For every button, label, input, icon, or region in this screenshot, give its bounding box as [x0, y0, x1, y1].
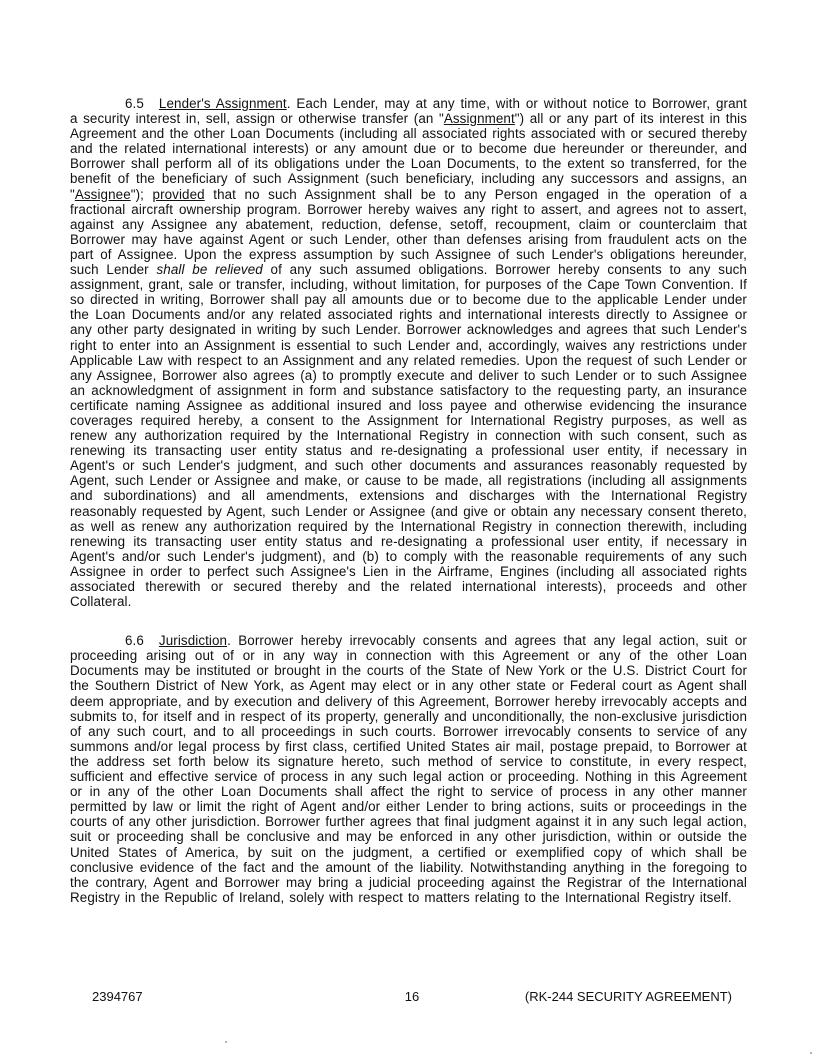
section-6-5-heading: Lender's Assignment	[158, 96, 287, 111]
section-6-5-body: . Each Lender, may at any time, with or without notice to Borrower, grant a security interest in, sell, assign or otherwise transfer (an "Assignment") all or any part of its interest in this Agreement and the other Loan Documents (including all associated rights associated with or secured thereby and the related international interests) or any amount due or to become due hereunder or thereunder, and Borrower shall perform all of its obligations under the Loan Documents, to the extent so transferred, for the benefit of the beneficiary of such Assignment (such beneficiary, including any successors and assigns, an "Assignee"); provided that no such Assignment shall be to any Person engaged in the operation of a fractional aircraft ownership program. Borrower hereby waives any right to assert, and agrees not to assert, against any Assignee any abatement, reduction, defense, setoff, recoupment, claim or counterclaim that Borrower may have against Agent or such Lender, other than defenses arising from fraudulent acts on the part of Assignee. Upon the express assumption by such Assignee of such Lender's obligations hereunder, such Lender shall be relieved of any such assumed obligations. Borrower hereby consents to any such assignment, grant, sale or transfer, including, without limitation, for purposes of the Cape Town Convention. If so directed in writing, Borrower shall pay all amounts due or to become due to the applicable Lender under the Loan Documents and/or any related associated rights and international interests directly to Assignee or any other party designated in writing by such Lender. Borrower acknowledges and agrees that such Lender's right to enter into an Assignment is essential to such Lender and, accordingly, waives any restrictions under Applicable Law with respect to an Assignment and any related remedies. Upon the request of such Lender or any Assignee, Borrower also agrees (a) to promptly execute and deliver to such Lender or to such Assignee an acknowledgment of assignment in form and substance satisfactory to the requesting party, an insurance certificate naming Assignee as additional insured and loss payee and otherwise evidencing the insurance coverages required hereby, a consent to the Assignment for International Registry purposes, as well as renew any authorization required by the International Registry in connection with such consent, such as renewing its transacting user entity status and re-designating a professional user entity, if necessary in Agent's or such Lender's judgment, and such other documents and assurances reasonably requested by Agent, such Lender or Assignee and make, or cause to be made, all registrations (including all assignments and subordinations) and all amendments, extensions and discharges with the International Registry reasonably requested by Agent, such Lender or Assignee (and give or obtain any necessary consent thereto, as well as renew any authorization required by the International Registry in connection therewith, including renewing its transacting user entity status and re-designating a professional user entity, if necessary in Agent's and/or such Lender's judgment), and (b) to comply with the reasonable requirements of any such Assignee in order to perfect such Assignee's Lien in the Airframe, Engines (including all associated rights associated therewith or secured thereby and the related international interests), proceeds and other Collateral.	[70, 96, 747, 610]
footer-document-label: (RK-244 SECURITY AGREEMENT)	[524, 989, 732, 1004]
document-text-block	[70, 96, 747, 905]
scan-artifact-dot	[810, 1052, 812, 1054]
section-6-6-body: . Borrower hereby irrevocably consents and agrees that any legal action, suit or proceeding arising out of or in any way in connection with this Agreement or any of the other Loan Documents may be instituted or brought in the courts of the State of New York or the U.S. District Court for the Southern District of New York, as Agent may elect or in any other state or Federal court as Agent shall deem appropriate, and by execution and delivery of this Agreement, Borrower hereby irrevocably accepts and submits to, for itself and in respect of its property, generally and unconditionally, the non-exclusive jurisdiction of any such court, and to all proceedings in such courts. Borrower irrevocably consents to service of any summons and/or legal process by first class, certified United States air mail, postage prepaid, to Borrower at the address set forth below its signature hereto, such method of service to constitute, in every respect, sufficient and effective service of process in any such legal action or proceeding. Nothing in this Agreement or in any of the other Loan Documents shall affect the right to service of process in any other manner permitted by law or limit the right of Agent and/or either Lender to bring actions, suits or proceedings in the courts of any other jurisdiction. Borrower further agrees that final judgment against it in any such legal action, suit or proceeding shall be conclusive and may be enforced in any other jurisdiction, within or outside the United States of America, by suit on the judgment, a certified or exemplified copy of which shall be conclusive evidence of the fact and the amount of the liability. Notwithstanding anything in the foregoing to the contrary, Agent and Borrower may bring a judicial proceeding against the Registrar of the International Registry in the Republic of Ireland, solely with respect to matters relating to the International Registry itself.	[70, 633, 747, 905]
footer-page-number: 16	[404, 989, 420, 1004]
section-6-5-number: 6.5	[125, 96, 144, 111]
footer-document-number: 2394767	[92, 989, 143, 1004]
section-6-6-paragraph	[70, 633, 747, 905]
section-6-5-paragraph	[70, 96, 747, 609]
section-6-6-heading: Jurisdiction	[158, 633, 228, 649]
section-6-6-number: 6.6	[125, 633, 144, 649]
page-footer	[92, 989, 732, 1005]
scan-artifact-dot	[225, 1041, 227, 1043]
